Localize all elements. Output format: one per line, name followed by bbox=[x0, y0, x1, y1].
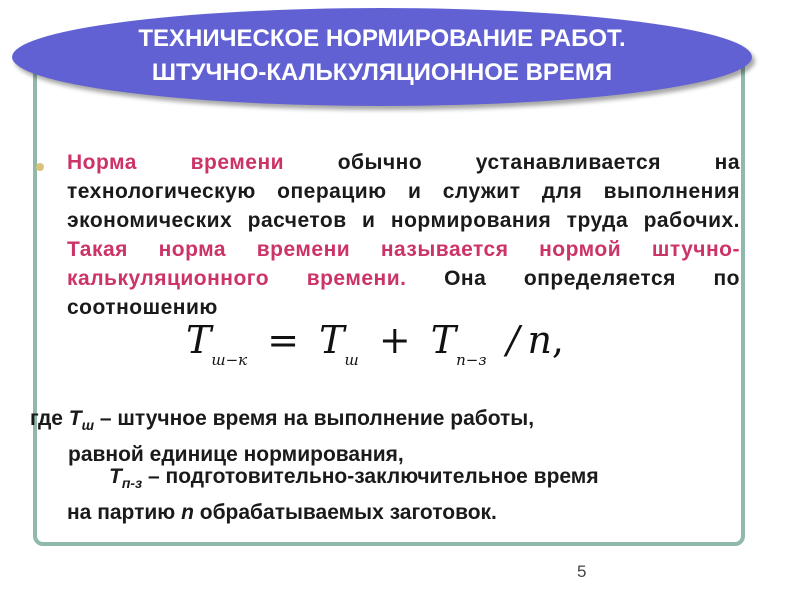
slide-title-line-2: ШТУЧНО-КАЛЬКУЛЯЦИОННОЕ ВРЕМЯ bbox=[151, 59, 613, 86]
definition1-text-a: – штучное время на выполнение работы, bbox=[94, 407, 535, 430]
definition1-text-b: равной единице нормирования, bbox=[68, 443, 404, 466]
definition1-symbol-sub: ш bbox=[81, 417, 95, 433]
definition2-symbol-sub: п-з bbox=[121, 475, 143, 491]
paragraph-text-2: Она определяется по соотношению bbox=[67, 267, 740, 319]
definition2-text-b1: на партию bbox=[67, 501, 182, 524]
formula-lhs-sub: ш−к bbox=[211, 351, 248, 369]
definition-prefix: где bbox=[30, 407, 69, 430]
formula-equals: = bbox=[267, 318, 300, 362]
formula-t2-sub: п−з bbox=[456, 351, 487, 369]
term-norm-time: Норма времени bbox=[67, 151, 285, 174]
paragraph-text-1: обычно устанавливается на технологическую операцию и служит для выполнения экономических расчетов и нормирования труда рабочих. bbox=[67, 151, 740, 232]
formula-comma: , bbox=[551, 318, 565, 362]
formula-lhs: T bbox=[186, 318, 212, 362]
formula-divide: / bbox=[506, 318, 520, 362]
main-paragraph bbox=[67, 148, 740, 322]
definition2-line-1 bbox=[67, 462, 740, 498]
formula-t1-sub: ш bbox=[344, 351, 359, 369]
formula bbox=[186, 318, 565, 380]
paragraph-highlight: Такая норма времени называется нормой штучно-калькуляционного времени. bbox=[67, 238, 740, 290]
slide-title-line-1: ТЕХНИЧЕСКОЕ НОРМИРОВАНИЕ РАБОТ. bbox=[138, 25, 626, 52]
definition2-symbol: Т bbox=[109, 465, 122, 488]
formula-plus: + bbox=[378, 318, 411, 362]
bullet-icon bbox=[36, 163, 44, 171]
formula-t2: T bbox=[430, 318, 457, 362]
definition-piece-time bbox=[30, 404, 740, 469]
formula-n: n bbox=[527, 318, 552, 362]
page-number: 5 bbox=[577, 562, 587, 581]
definition1-symbol: Т bbox=[68, 407, 82, 430]
definition2-text-a: – подготовительно-заключительное время bbox=[142, 465, 599, 488]
slide-title bbox=[12, 22, 752, 90]
formula-t1: T bbox=[319, 318, 345, 362]
definition-prep-time bbox=[67, 462, 740, 527]
definition2-text-b2: обрабатываемых заготовок. bbox=[193, 501, 497, 524]
definition2-n: n bbox=[181, 501, 194, 524]
